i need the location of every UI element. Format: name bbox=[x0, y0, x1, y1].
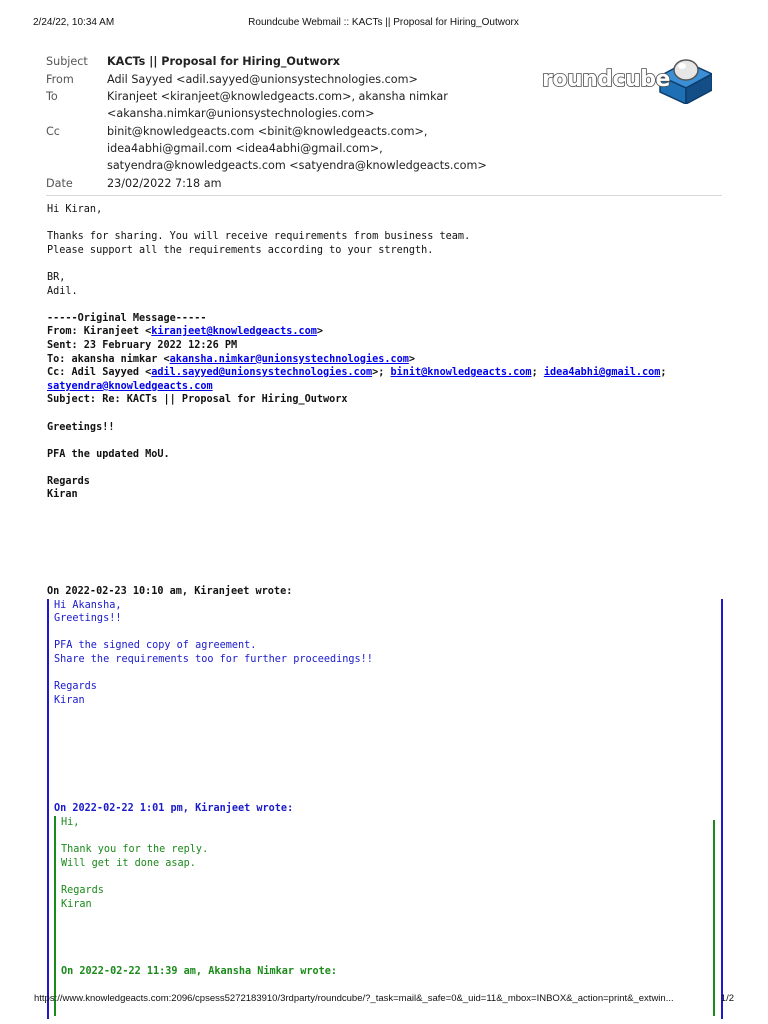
original-cc-link-2[interactable]: binit@knowledgeacts.com bbox=[390, 367, 532, 379]
cc-line-2: idea4abhi@gmail.com <idea4abhi@gmail.com>, bbox=[107, 142, 383, 155]
original-to-link[interactable]: akansha.nimkar@unionsystechnologies.com bbox=[169, 353, 409, 365]
quote1-header: On 2022-02-23 10:10 am, Kiranjeet wrote: bbox=[47, 586, 293, 597]
message-body bbox=[47, 203, 727, 502]
original-from: From: Kiranjeet <kiranjeet@knowledgeacts.com> bbox=[47, 326, 324, 338]
cc-row bbox=[46, 123, 487, 174]
subject-row bbox=[46, 53, 487, 70]
cc-line-1: binit@knowledgeacts.com <binit@knowledgeacts.com>, bbox=[107, 125, 428, 138]
quote1-line-4: Share the requirements too for further proceedings!! bbox=[54, 653, 373, 665]
original-to: To: akansha nimkar <akansha.nimkar@unionsystechnologies.com> bbox=[47, 353, 416, 365]
cc-line-3: satyendra@knowledgeacts.com <satyendra@knowledgeacts.com> bbox=[107, 159, 487, 172]
blockquote-level-2 bbox=[54, 816, 725, 1016]
quote1-line-1: Hi Akansha, bbox=[54, 599, 122, 611]
header-divider bbox=[46, 195, 722, 196]
to-line-1: Kiranjeet <kiranjeet@knowledgeacts.com>, akansha nimkar bbox=[107, 90, 448, 103]
from-row bbox=[46, 71, 487, 88]
from-value: Adil Sayyed <adil.sayyed@unionsystechnologies.com> bbox=[107, 73, 418, 86]
to-value bbox=[107, 88, 487, 122]
quote2-line-4: Regards bbox=[61, 884, 104, 896]
original-from-link[interactable]: kiranjeet@knowledgeacts.com bbox=[151, 326, 317, 338]
original-regards: Regards bbox=[47, 475, 90, 487]
quote2-line-5: Kiran bbox=[61, 898, 92, 910]
original-pfa: PFA the updated MoU. bbox=[47, 448, 170, 460]
date-value: 23/02/2022 7:18 am bbox=[107, 177, 222, 190]
quote2-line-3: Will get it done asap. bbox=[61, 857, 196, 869]
cc-label: Cc bbox=[46, 125, 60, 138]
to-row bbox=[46, 88, 487, 122]
to-line-2: <akansha.nimkar@unionsystechnologies.com> bbox=[107, 107, 375, 120]
original-subject: Subject: Re: KACTs || Proposal for Hiring_Outworx bbox=[47, 394, 348, 406]
date-label: Date bbox=[46, 177, 73, 190]
roundcube-logo bbox=[540, 54, 712, 104]
body-signoff-2: Adil. bbox=[47, 285, 78, 297]
body-line-2: Please support all the requirements according to your strength. bbox=[47, 244, 434, 256]
quote2-line-2: Thank you for the reply. bbox=[61, 844, 209, 856]
print-datetime: 2/24/22, 10:34 AM bbox=[33, 17, 115, 28]
original-separator: -----Original Message----- bbox=[47, 312, 207, 324]
original-cc: Cc: Adil Sayyed <adil.sayyed@unionsystechnologies.com>; binit@knowledgeacts.com; idea4abhi@gmail.com; bbox=[47, 367, 667, 379]
subject-label: Subject bbox=[46, 55, 88, 68]
body-line-1: Thanks for sharing. You will receive requirements from business team. bbox=[47, 231, 471, 243]
original-cc-link-1[interactable]: adil.sayyed@unionsystechnologies.com bbox=[151, 367, 373, 379]
quote2-right-bar bbox=[713, 820, 715, 1016]
quote2-line-1: Hi, bbox=[61, 816, 80, 828]
print-title: Roundcube Webmail :: KACTs || Proposal for Hiring_Outworx bbox=[248, 17, 519, 28]
date-row bbox=[46, 175, 487, 192]
quoted-thread bbox=[47, 585, 725, 1019]
subject-value: KACTs || Proposal for Hiring_Outworx bbox=[107, 55, 340, 68]
blockquote-level-1 bbox=[47, 599, 725, 1019]
print-url: https://www.knowledgeacts.com:2096/cpsess5272183910/3rdparty/roundcube/?_task=mail&_safe=0&_uid=11&_mbox=INBOX&_action=print&_extwin... bbox=[34, 993, 674, 1004]
quote1-line-6: Kiran bbox=[54, 694, 85, 706]
logo-text: roundcube bbox=[542, 67, 670, 92]
original-cc-cont bbox=[47, 380, 727, 394]
body-signoff-1: BR, bbox=[47, 271, 66, 283]
body-greeting: Hi Kiran, bbox=[47, 204, 103, 215]
original-cc-link-3[interactable]: idea4abhi@gmail.com bbox=[543, 367, 661, 379]
original-name: Kiran bbox=[47, 489, 78, 501]
original-cc-link-4[interactable]: satyendra@knowledgeacts.com bbox=[47, 380, 213, 392]
from-label: From bbox=[46, 73, 74, 86]
message-headers bbox=[46, 53, 487, 192]
cc-value bbox=[107, 123, 487, 174]
quote3-header: On 2022-02-22 11:39 am, Akansha Nimkar wrote: bbox=[61, 966, 338, 978]
original-greetings: Greetings!! bbox=[47, 421, 115, 433]
quote2-header: On 2022-02-22 1:01 pm, Kiranjeet wrote: bbox=[54, 803, 294, 815]
quote1-line-2: Greetings!! bbox=[54, 613, 122, 625]
to-label: To bbox=[46, 90, 58, 103]
print-page-number: 1/2 bbox=[720, 993, 734, 1004]
original-sent: Sent: 23 February 2022 12:26 PM bbox=[47, 339, 238, 351]
quote1-line-3: PFA the signed copy of agreement. bbox=[54, 640, 257, 652]
quote1-line-5: Regards bbox=[54, 681, 97, 693]
